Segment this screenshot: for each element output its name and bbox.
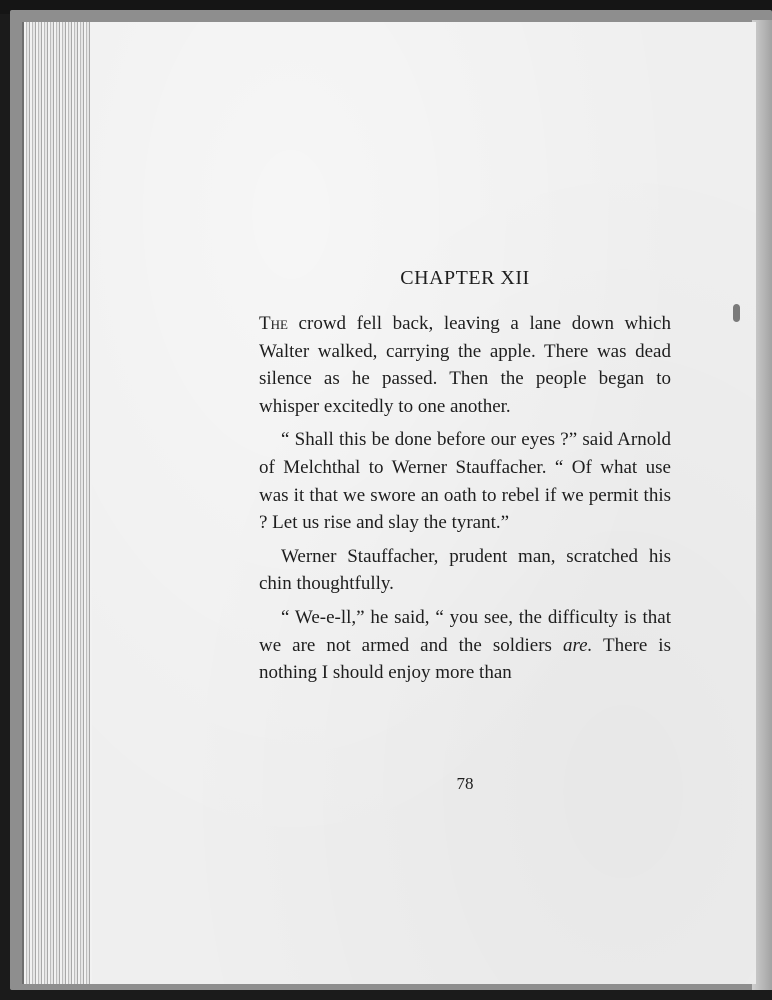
- paragraph-1: [259, 310, 671, 420]
- paragraph-3: Werner Stauffacher, prudent man, scratched his chin thoughtfully.: [259, 545, 671, 595]
- paragraph-4-text-before: “ We-e-ll,” he said, “ you see, the difficulty is that we are not armed and the soldiers: [259, 606, 671, 656]
- paragraph-4: [259, 604, 671, 687]
- paragraph-2: “ Shall this be done before our eyes ?” said Arnold of Melchthal to Werner Stauffacher. “ Of what use was it that we swore an oath to rebel if we permit this ? Let us rise and slay the tyrant.”: [259, 429, 671, 534]
- paragraph-1-lead-word: The: [259, 313, 288, 334]
- page-text-block: [259, 266, 671, 687]
- page-edges-stack: [22, 22, 96, 984]
- page-blemish: [733, 304, 740, 322]
- paragraph-1-text: crowd fell back, leaving a lane down which Walter walked, carrying the apple. There was dead silence as he passed. Then the people began to whisper excitedly to one another.: [259, 313, 671, 417]
- page-number: 78: [456, 774, 474, 793]
- paragraph-4-emphasis: are.: [562, 634, 593, 656]
- paragraph-4-text-after: There is nothing I should enjoy more than: [259, 634, 671, 684]
- chapter-heading: CHAPTER XII: [400, 267, 530, 289]
